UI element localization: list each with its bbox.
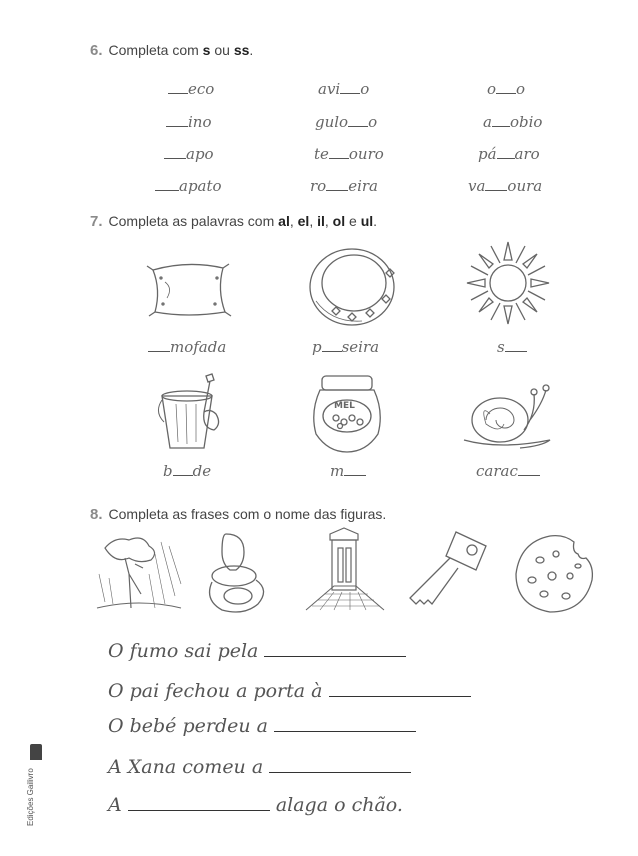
sentence-4: A Xana comeu a — [108, 756, 411, 778]
bucket-icon — [156, 372, 226, 452]
svg-text:MEL: MEL — [334, 401, 355, 411]
publisher-mark — [26, 736, 46, 826]
fill-word: apato — [155, 177, 222, 195]
sentence-5: A alaga o chão. — [108, 794, 403, 816]
exercise-6-instruction: 6. Completa com s ou ss. — [90, 42, 254, 59]
fill-word: pá aro — [478, 145, 540, 163]
fill-word: ino — [166, 113, 212, 131]
chimney-icon — [304, 526, 386, 616]
fill-word: ro eira — [310, 177, 378, 195]
fill-word: b de — [163, 462, 212, 480]
tree-rain-icon — [95, 534, 183, 614]
honey-jar-icon — [308, 372, 386, 454]
fill-word: s — [497, 338, 527, 356]
sentence-3: O bebé perdeu a — [108, 715, 416, 737]
fill-word: mofada — [148, 338, 226, 356]
exercise-8-instruction: 8. Completa as frases com o nome das figuras. — [90, 506, 387, 523]
snail-icon — [460, 374, 556, 452]
exercise-number: 6. — [90, 42, 103, 59]
fill-word: p seira — [312, 338, 380, 356]
key-icon — [402, 528, 492, 612]
fill-word: apo — [164, 145, 214, 163]
fill-word: va oura — [468, 177, 543, 195]
fill-word: carac — [476, 462, 540, 480]
fill-word: a obio — [483, 113, 543, 131]
sentence-1: O fumo sai pela — [108, 640, 406, 662]
sentence-2: O pai fechou a porta à — [108, 680, 471, 702]
publisher-logo — [30, 744, 42, 760]
fill-word: m — [330, 462, 366, 480]
fill-word: o o — [487, 80, 526, 98]
sun-icon — [463, 238, 553, 328]
pillow-icon — [143, 258, 233, 320]
fill-word: eco — [168, 80, 214, 98]
exercise-7-instruction: 7. Completa as palavras com al, el, il, ol e ul. — [90, 213, 378, 230]
fill-word: avi o — [318, 80, 370, 98]
fill-word: gulo o — [315, 113, 378, 131]
pacifier-icon — [200, 530, 276, 616]
cookie-icon — [510, 532, 596, 616]
bracelet-icon — [302, 243, 402, 331]
publisher-name: Edições Gailivro — [26, 768, 35, 826]
fill-word: te ouro — [314, 145, 384, 163]
